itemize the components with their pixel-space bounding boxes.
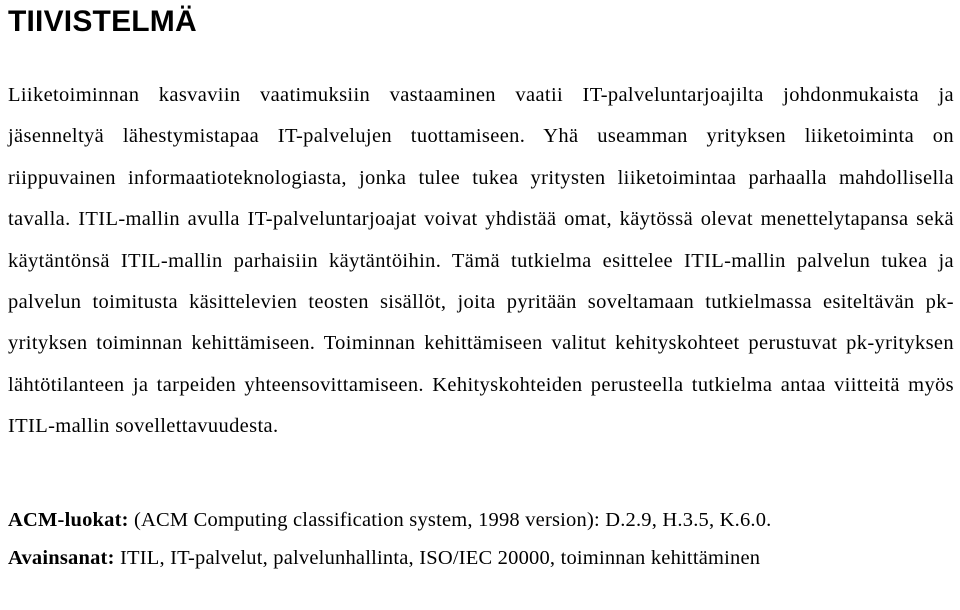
keywords-line (8, 539, 954, 577)
document-page (8, 0, 954, 577)
acm-label: ACM-luokat: (8, 508, 129, 531)
abstract-paragraph: Liiketoiminnan kasvaviin vaatimuksiin vastaaminen vaatii IT-palveluntarjoajilta johdonmukaista ja jäsenneltyä lähestymistapaa IT-palvelujen tuottamiseen. Yhä useamman yrityksen liiketoiminta on riippuvainen informaatioteknologiasta, jonka tulee tukea yritysten liiketoimintaa parhaalla mahdollisella tavalla. ITIL-mallin avulla IT-palveluntarjoajat voivat yhdistää omat, käytössä olevat menettelytapansa sekä käytäntönsä ITIL-mallin parhaisiin käytäntöihin. Tämä tutkielma esittelee ITIL-mallin palvelun tukea ja palvelun toimitusta käsittelevien teosten sisällöt, joita pyritään soveltamaan tutkielmassa esiteltävän pk-yrityksen toiminnan kehittämiseen. Toiminnan kehittämiseen valitut kehityskohteet perustuvat pk-yrityksen lähtötilanteen ja tarpeiden yhteensovittamiseen. Kehityskohteiden perusteella tutkielma antaa viitteitä myös ITIL-mallin sovellettavuudesta. (8, 84, 954, 438)
keywords-label: Avainsanat: (8, 546, 115, 569)
document-title: TIIVISTELMÄ (8, 5, 197, 38)
acm-classification (8, 501, 954, 539)
acm-value: (ACM Computing classification system, 1998 version): D.2.9, H.3.5, K.6.0. (128, 508, 772, 531)
keywords-value: ITIL, IT-palvelut, palvelunhallinta, ISO/IEC 20000, toiminnan kehittäminen (114, 546, 761, 569)
